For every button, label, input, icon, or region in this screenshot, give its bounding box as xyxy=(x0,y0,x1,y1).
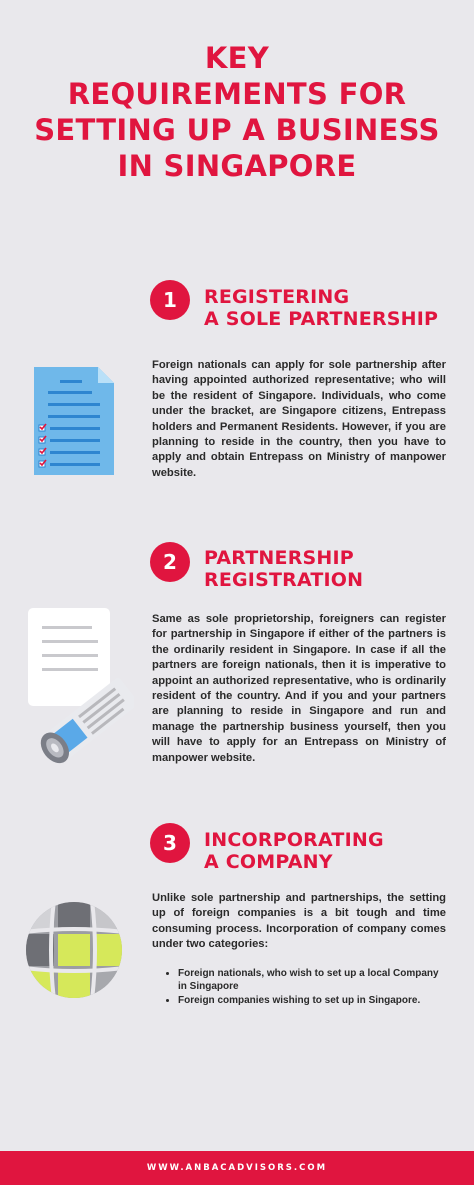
newspaper-roll-icon xyxy=(24,604,134,769)
title-line: IN SINGAPORE xyxy=(117,149,357,183)
list-item: • Foreign nationals, who wish to set up a local Company in Singapore xyxy=(178,967,446,993)
section-heading-line: A SOLE PARTNERSHIP xyxy=(204,308,439,330)
section-1-heading xyxy=(204,286,438,330)
list-item: • Foreign companies wishing to set up in Singapore. xyxy=(178,994,446,1007)
section-3-number-badge xyxy=(150,823,190,863)
section-text: Unlike sole partnership and partnerships, the setting up of foreign companies is a bit tough and time consuming process. Incorporation of company comes under two categories: xyxy=(152,892,446,951)
title-line: REQUIREMENTS FOR xyxy=(67,77,407,111)
section-1-body xyxy=(152,358,446,481)
section-text: Foreign nationals can apply for sole partnership after having appointed authorized representative; who will be the resident of Singapore. Individuals, who come under the bracket, are Singapore citizens, Entrepass holders and Permanent Residents. However, if you are planning to reside in the country, then you have to apply and obtain Entrepass on Ministry of manpower website. xyxy=(152,359,446,479)
section-heading-line: REGISTRATION xyxy=(204,569,364,591)
section-number: 1 xyxy=(163,288,177,312)
section-1-number-badge xyxy=(150,280,190,320)
section-3-heading xyxy=(204,829,384,873)
footer-url-link[interactable]: WWW.ANBACADVISORS.COM xyxy=(146,1163,328,1173)
bullet-list xyxy=(152,967,446,1007)
section-number: 2 xyxy=(163,550,177,574)
section-text: Same as sole proprietorship, foreigners can register for partnership in Singapore if either of the partners is the ordinarily resident in Singapore. In case if all the partners are foreign nationals, then it is imperative to appoint an authorized representative, who is ordinarily resident of the country. And if you and your partners are planning to reside in Singapore and run and manage the partnership business yourself, then you will have to apply for an Entrepass on Ministry of manpower website. xyxy=(152,613,446,764)
section-heading-line: A COMPANY xyxy=(204,851,333,873)
section-2-number-badge xyxy=(150,542,190,582)
globe-grid-icon xyxy=(24,900,124,1005)
section-2-body xyxy=(152,612,446,766)
section-heading-line: PARTNERSHIP xyxy=(204,547,354,569)
title-line: SETTING UP A BUSINESS xyxy=(34,113,440,147)
document-checklist-icon xyxy=(30,363,116,482)
page-title xyxy=(0,40,474,184)
title-line: KEY xyxy=(204,41,270,75)
section-heading-line: INCORPORATING xyxy=(204,829,384,851)
section-number: 3 xyxy=(163,831,177,855)
footer-bar xyxy=(0,1151,474,1185)
section-2-heading xyxy=(204,547,363,591)
section-heading-line: REGISTERING xyxy=(204,286,350,308)
section-3-body xyxy=(152,891,446,1008)
